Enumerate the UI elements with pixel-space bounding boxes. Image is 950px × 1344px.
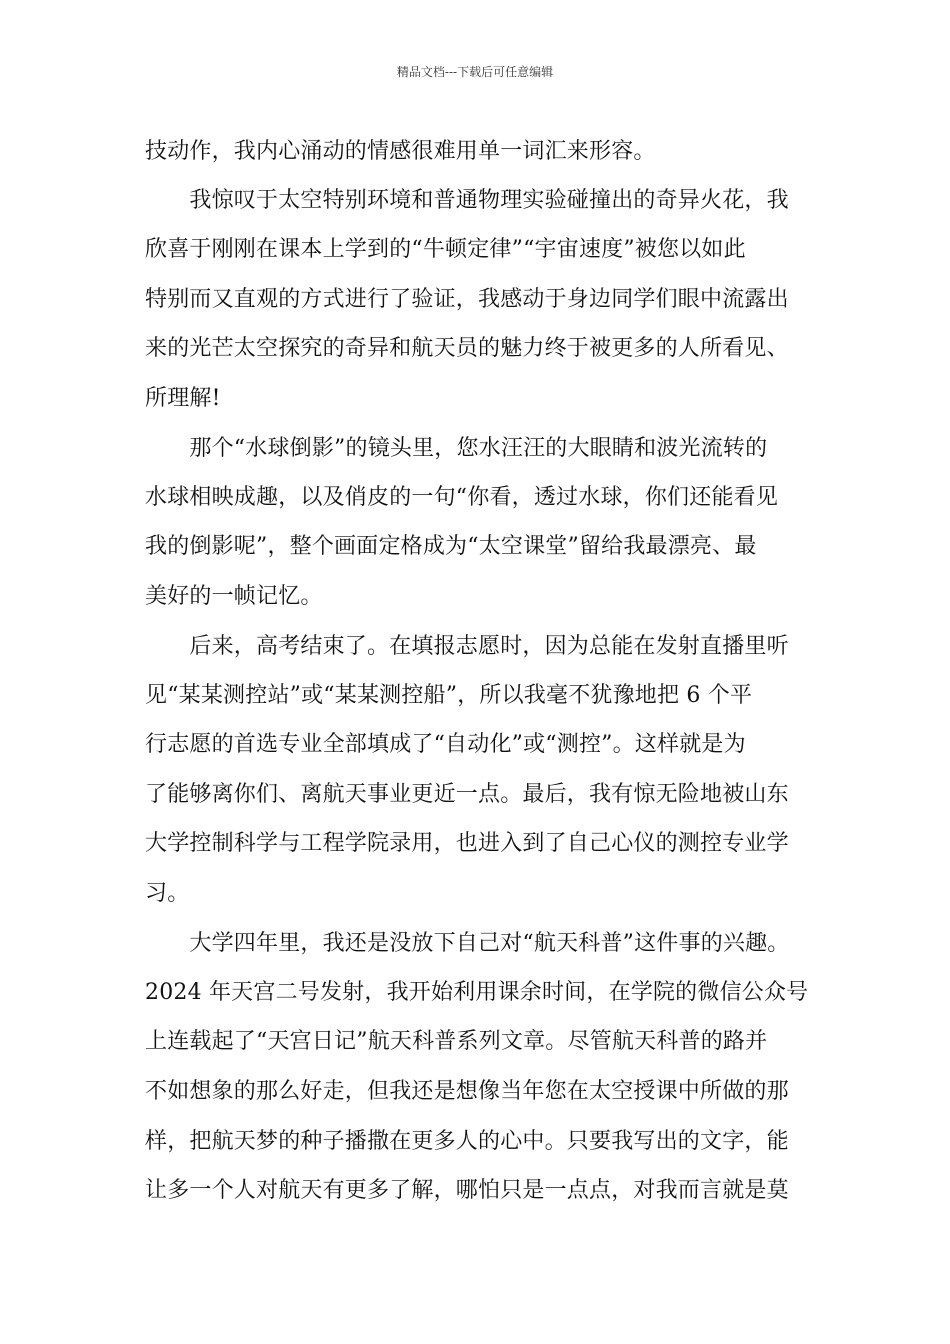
text-line: 样，把航天梦的种子播撒在更多人的心中。只要我写出的文字，能 bbox=[145, 1129, 789, 1154]
text-line: 让多一个人对航天有更多了解，哪怕只是一点点，对我而言就是莫 bbox=[145, 1178, 789, 1203]
page-header: 精品文档---下载后可任意编辑 bbox=[396, 65, 554, 79]
text-line: 行志愿的首选专业全部填成了“自动化”或“测控”。这样就是为 bbox=[145, 732, 746, 757]
text-line: 了能够离你们、离航天事业更近一点。最后，我有惊无险地被山东 bbox=[145, 782, 789, 807]
text-line: 习。 bbox=[145, 881, 190, 906]
text-line: 我惊叹于太空特别环境和普通物理实验碰撞出的奇异火花，我 bbox=[145, 188, 789, 213]
text-line: 上连载起了“天宫日记”航天科普系列文章。尽管航天科普的路并 bbox=[145, 1029, 768, 1054]
text-line: 大学四年里，我还是没放下自己对“航天科普”这件事的兴趣。 bbox=[145, 931, 790, 956]
text-line: 2024 年天宫二号发射，我开始利用课余时间，在学院的微信公众号 bbox=[145, 980, 809, 1005]
text-line: 我的倒影呢”，整个画面定格成为“太空课堂”留给我最漂亮、最 bbox=[145, 534, 757, 559]
text-line: 特别而又直观的方式进行了验证，我感动于身边同学们眼中流露出 bbox=[145, 287, 789, 312]
text-line: 后来，高考结束了。在填报志愿时，因为总能在发射直播里听 bbox=[145, 634, 789, 659]
text-line: 来的光芒太空探究的奇异和航天员的魅力终于被更多的人所看见、 bbox=[145, 336, 789, 361]
text-line: 美好的一帧记忆。 bbox=[145, 584, 323, 609]
text-line: 不如想象的那么好走，但我还是想像当年您在太空授课中所做的那 bbox=[145, 1079, 789, 1104]
text-line: 见“某某测控站”或“某某测控船”，所以我毫不犹豫地把 6 个平 bbox=[145, 683, 753, 708]
text-line: 大学控制科学与工程学院录用，也进入到了自己心仪的测控专业学 bbox=[145, 831, 789, 856]
text-line: 水球相映成趣，以及俏皮的一句“你看，透过水球，你们还能看见 bbox=[145, 485, 779, 510]
text-line: 所理解! bbox=[145, 386, 221, 411]
text-line: 技动作，我内心涌动的情感很难用单一词汇来形容。 bbox=[145, 139, 656, 164]
text-line: 欣喜于刚刚在课本上学到的“牛顿定律”“宇宙速度”被您以如此 bbox=[145, 237, 746, 262]
text-line: 那个“水球倒影”的镜头里，您水汪汪的大眼睛和波光流转的 bbox=[145, 436, 768, 461]
